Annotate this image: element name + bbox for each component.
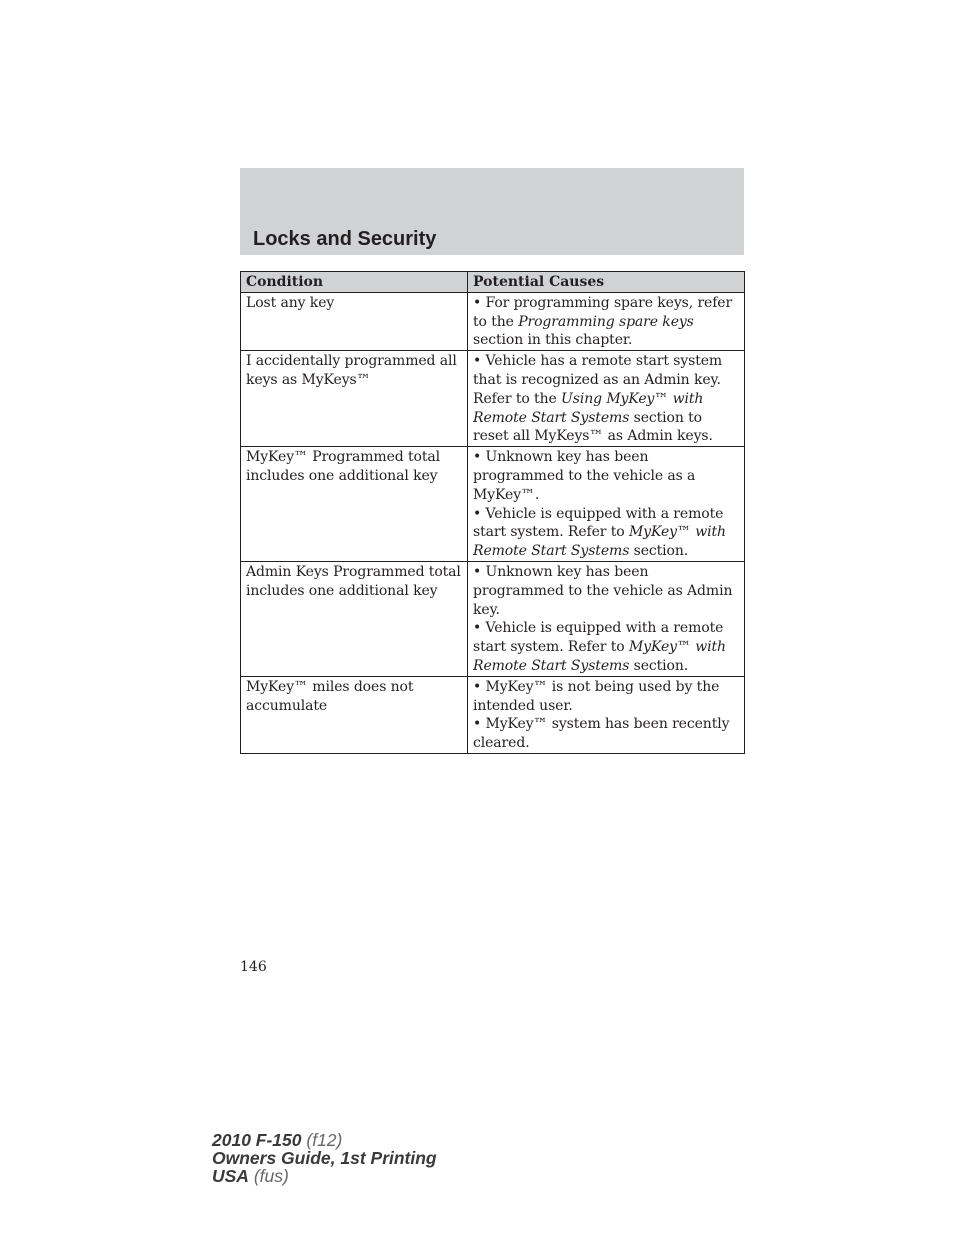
footer-model: 2010 F-150: [212, 1130, 302, 1150]
section-title: Locks and Security: [253, 228, 437, 250]
table-row: [241, 561, 745, 676]
cause-text: • Unknown key has been programmed to the vehicle as Admin key.: [473, 563, 733, 618]
condition-causes-table: [240, 271, 745, 754]
cause-text: • MyKey™ system has been recently cleared.: [473, 716, 730, 752]
section-header-band: [240, 168, 744, 255]
cause-bullet: [473, 294, 739, 350]
cause-text: • Unknown key has been programmed to the vehicle as a MyKey™.: [473, 449, 696, 503]
potential-causes-cell: [468, 292, 745, 350]
footer-line-market: [212, 1167, 437, 1185]
column-header-condition: Condition: [241, 272, 468, 293]
footer-market: USA: [212, 1166, 249, 1186]
potential-causes-cell: [468, 676, 745, 753]
table-row: [241, 351, 745, 447]
cause-text: section to reset all MyKeys™ as Admin keys.: [473, 409, 713, 445]
document-footer: [212, 1131, 437, 1185]
footer-line-guide: [212, 1149, 437, 1167]
page-number: 146: [240, 959, 267, 975]
footer-market-code: (fus): [248, 1166, 289, 1186]
condition-cell: I accidentally programmed all keys as MyKeys™: [241, 351, 468, 447]
potential-causes-cell: [468, 447, 745, 562]
cause-text: • For programming spare keys, refer to the: [473, 294, 733, 330]
condition-cell: Admin Keys Programmed total includes one additional key: [241, 561, 468, 676]
table-header-row: [241, 272, 745, 293]
table-row: [241, 292, 745, 350]
cause-bullet: [473, 448, 739, 504]
cause-bullet: [473, 563, 739, 619]
footer-guide-edition: Owners Guide, 1st Printing: [212, 1148, 437, 1168]
table-row: [241, 447, 745, 562]
cause-text: • MyKey™ is not being used by the intended user.: [473, 678, 720, 714]
cause-text: section.: [629, 543, 689, 560]
cause-bullet: [473, 352, 739, 446]
potential-causes-cell: [468, 351, 745, 447]
cross-reference-text: MyKey™ with Remote Start Systems: [473, 524, 726, 560]
table-body: [241, 292, 745, 753]
condition-cell: MyKey™ miles does not accumulate: [241, 676, 468, 753]
cause-bullet: [473, 505, 739, 561]
footer-line-model: [212, 1131, 437, 1149]
cause-bullet: [473, 678, 739, 716]
cause-text: • Vehicle is equipped with a remote start system. Refer to: [473, 620, 724, 656]
footer-model-code: (f12): [301, 1130, 343, 1150]
cross-reference-text: Using MyKey™ with Remote Start Systems: [473, 390, 704, 426]
cause-text: section.: [629, 657, 689, 674]
cause-text: • Vehicle is equipped with a remote start system. Refer to: [473, 505, 724, 541]
potential-causes-cell: [468, 561, 745, 676]
cause-bullet: [473, 619, 739, 675]
cross-reference-text: Programming spare keys: [518, 313, 694, 330]
cause-text: • Vehicle has a remote start system that is recognized as an Admin key. Refer to the: [473, 353, 723, 407]
column-header-potential-causes: Potential Causes: [468, 272, 745, 293]
cross-reference-text: MyKey™ with Remote Start Systems: [473, 639, 726, 674]
table-row: [241, 676, 745, 753]
condition-cell: MyKey™ Programmed total includes one additional key: [241, 447, 468, 562]
cause-bullet: [473, 715, 739, 753]
condition-cell: Lost any key: [241, 292, 468, 350]
cause-text: section in this chapter.: [473, 332, 633, 349]
